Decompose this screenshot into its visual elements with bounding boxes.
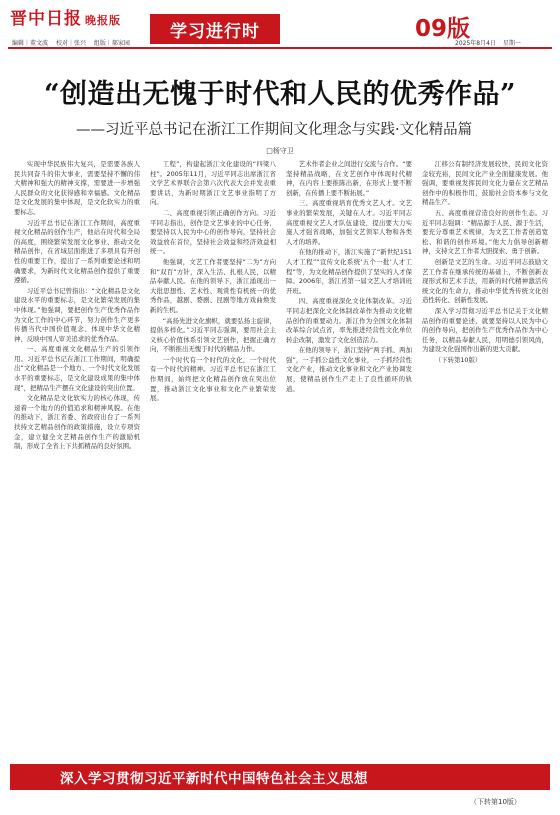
paragraph: 在他的推动下，浙江实施了“新世纪151人才工程”“宣传文化系统‘五个一批’人才工程”等，为文化精品创作提供了坚实的人才保障。2006年，浙江省第一届文艺人才培训班开班。 [286,248,412,295]
logo-subtitle: 晚报版 [85,14,121,27]
paragraph: 一个时代有一个时代的文化，一个时代有一个时代的精神。习近平总书记在浙江工作期间，始终把文化精品创作放在突出位置，推动浙江文化事业和文化产业繁荣发展。 [150,355,276,403]
paragraph: 江移公有制经济发展较快，民间文化资金较充裕，民间文化产业全面健康发展。他强调，要重视发挥民间文化力量在文艺精品创作中的积极作用，鼓励社会资本参与文化精品生产。 [422,160,548,207]
issue-date [450,38,521,47]
paragraph: 在他的领导下，浙江坚持“两手抓、两加强”，一手抓公益性文化事业，一手抓经营性文化产业，推动文化事业和文化产业协调发展，使精品创作生产走上了良性循环的轨道。 [286,346,412,393]
date-text: 2025年8月4日 [455,40,496,47]
text-column-2 [150,160,276,752]
article-body [14,160,548,752]
editor-credits [12,38,136,47]
page-number: 09版 [415,16,471,42]
weekday-text: 星期一 [502,40,521,47]
paragraph: 深入学习贯彻习近平总书记关于文化精品创作的重要论述，就要坚持以人民为中心的创作导向，把创作生产优秀作品作为中心任务，以精品奉献人民，用明德引领风尚，为建设文化强国作出新的更大贡献。 [422,306,548,354]
paragraph: （下转第10版） [434,355,482,364]
paragraph: 工程”，构建起浙江文化建设的“四梁八柱”。2005年11月，习近平同志出席浙江省文学艺术界联合会第六次代表大会并发表重要讲话，为新时期浙江文艺事业指明了方向。 [150,160,276,207]
paragraph: 习近平总书记曾指出：“文化精品是文化建设水平的重要标志，是文化繁荣发展的集中体现。”他强调，要把创作生产优秀作品作为文化工作的中心环节，努力创作生产更多传播当代中国价值观念、体现中华文化精神、反映中国人审美追求的优秀作品。 [14,286,140,343]
text-column-4 [422,160,548,752]
editor-credit: 编辑｜董文波 [12,40,49,47]
paragraph: 四、高度重视深化文化体制改革。习近平同志把深化文化体制改革作为推动文化精品创作的重要动力。浙江作为全国文化体制改革综合试点省，率先推进经营性文化单位转企改制，激发了文化创造活力。 [286,297,412,344]
paragraph: 创新是文艺的生命。习近平同志鼓励文艺工作者在继承传统的基础上，不断创新表现形式和艺术手法，用新的时代精神激活传统文化的生命力，推动中华优秀传统文化创造性转化、创新性发展。 [422,257,548,305]
paragraph: 他强调，文艺工作者要坚持“二为”方向和“双百”方针，深入生活、扎根人民，以精品奉献人民。在他的领导下，浙江涌现出一大批思想性、艺术性、观赏性有机统一的优秀作品，越剧、婺剧、昆剧等地方戏曲焕发新的生机。 [150,257,276,314]
paragraph: 文化精品是文化软实力的核心体现，传递着一个地方的价值追求和精神风貌。在他的推动下，浙江省委、省政府出台了一系列扶持文艺精品创作的政策措施，设立专项资金，建立健全文艺精品创作生产的激励机制，形成了全省上下共抓精品的良好氛围。 [14,394,140,451]
article-subheadline: ——习近平总书记在浙江工作期间文化理念与实践·文化精品篇 [76,122,473,138]
masthead [0,0,560,52]
paragraph: 习近平总书记在浙江工作期间，高度重视文化精品的创作生产，他站在时代和全局的高度，围绕繁荣发展文化事业、推动文化精品创作，在省域层面推进了多项具有开创性的重要工作，提出了一系列重要论述和明确要求，为新时代文化精品创作提供了重要遵循。 [14,218,140,285]
paragraph: 艺术作者企业之间进行交流与合作。“要坚持精品战略，在文艺创作中体现时代精神，在内容上要推陈出新，在形式上要不断创新，在传播上要不断拓展。” [286,160,412,197]
footer-banner: 深入学习贯彻习近平新时代中国特色社会主义思想 [10,764,550,790]
paragraph: 五、高度重视营造良好的创作生态。习近平同志强调：“精品源于人民、源于生活，要充分尊重艺术规律，为文艺工作者创造宽松、和谐的创作环境。”他大力倡导创新精神，支持文艺工作者大胆探索、勇于创新。 [422,208,548,256]
section-tab: 学习进行时 [150,14,280,44]
paragraph: 实现中华民族伟大复兴，是需要各族人民共同奋斗的伟大事业，需要坚持不懈的伟大精神和强大的精神支撑，需要进一步增强人民群众的文化获得感和幸福感。文化精品是文化发展的集中体现，是文化软实力的重要标志。 [14,160,140,216]
newspaper-logo: 晋中日报 晚报版 [10,9,121,29]
designer-credit: 组版｜郝家园 [93,40,130,47]
text-column-3 [286,160,412,752]
paragraph: 一、高度重视文化精品生产的引领作用。习近平总书记在浙江工作期间，明确提出“文化精品是一个地方、一个时代文化发展水平的重要标志，是文化建设成果的集中体现”，把精品生产摆在文化建设的突出位置。 [14,345,140,392]
article-byline: □杨守卫 [266,147,294,155]
paragraph: 二、高度重视引领正确创作方向。习近平同志指出，创作是文艺事业的中心任务，要坚持以人民为中心的创作导向，坚持社会效益放在首位，坚持社会效益和经济效益相统一。 [150,208,276,256]
proofreader-credit: 校对｜张兴 [55,40,86,47]
continued-notice: （下转第10版） [470,798,521,806]
text-column-1 [14,160,140,752]
paragraph: “高扬先进文化旗帜，就要弘扬主旋律，提倡多样化。”习近平同志强调，要用社会主义核心价值体系引领文艺创作，把握正确方向，不断推出无愧于时代的精品力作。 [150,316,276,354]
paragraph: 三、高度重视培育优秀文艺人才。文艺事业的繁荣发展，关键在人才。习近平同志高度重视文艺人才队伍建设，提出要大力实施人才强省战略，加强文艺领军人物和各类人才的培养。 [286,199,412,246]
article-headline: “创造出无愧于时代和人民的优秀作品” [43,79,517,110]
header-divider [8,47,552,49]
